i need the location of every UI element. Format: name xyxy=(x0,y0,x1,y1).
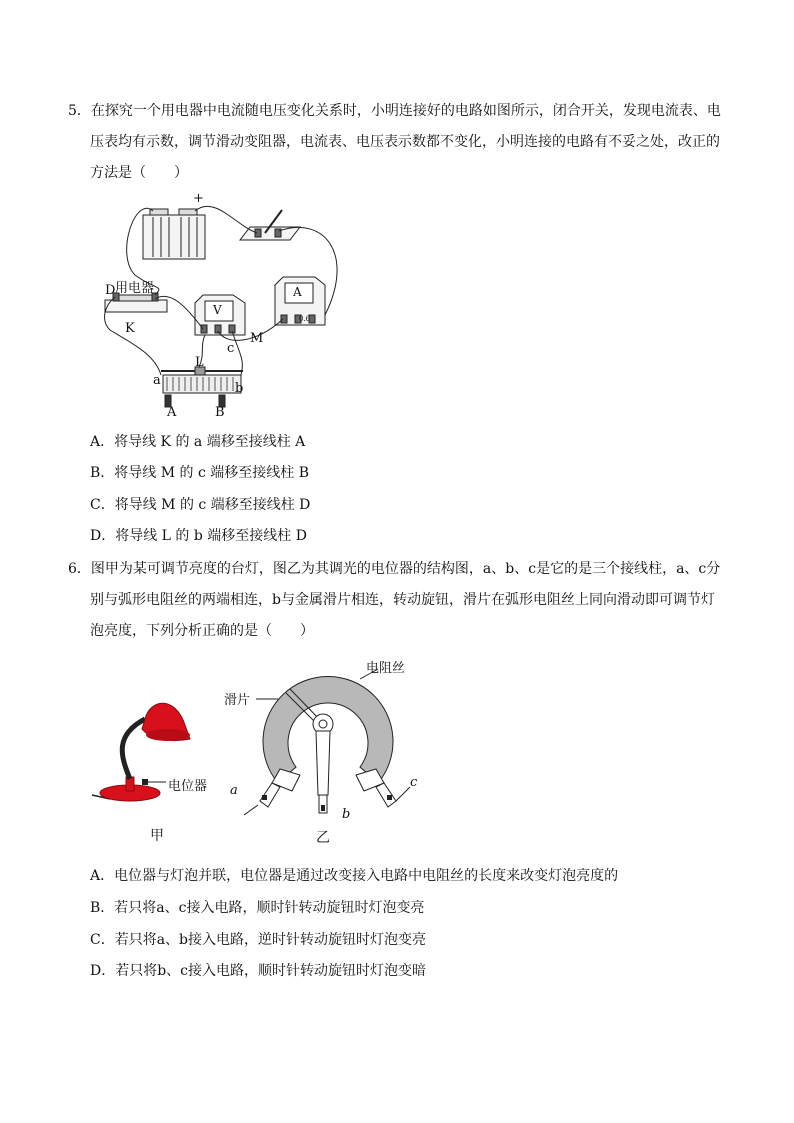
label-plus: + xyxy=(193,191,204,206)
q5-option-c: C．将导线 M 的 c 端移至接线柱 D xyxy=(90,497,311,513)
label-jia: 甲 xyxy=(150,828,164,844)
label-terminal-a: a xyxy=(230,783,238,798)
label-ammeter-A: A xyxy=(293,285,302,299)
label-slider: 滑片 xyxy=(224,693,251,708)
label-K: K xyxy=(125,321,135,336)
desk-lamp-image xyxy=(90,695,230,810)
potentiometer-diagram xyxy=(220,655,420,825)
q6-option-a: A．电位器与灯泡并联，电位器是通过改变接入电路中电阻丝的长度来改变灯泡亮度的 xyxy=(90,868,619,884)
q6-option-c: C．若只将a、b接入电路，逆时针转动旋钮时灯泡变亮 xyxy=(90,932,427,948)
question-6-number: 6． xyxy=(68,561,91,577)
q5-option-b: B．将导线 M 的 c 端移至接线柱 B xyxy=(90,465,310,481)
label-M: M xyxy=(250,331,264,346)
question-5-line1: 5．在探究一个用电器中电流随电压变化关系时，小明连接好的电路如图所示，闭合开关，发现电流表、电 xyxy=(68,103,721,119)
question-6-line1: 6．图甲为某可调节亮度的台灯，图乙为其调光的电位器的结构图，a、b、c是它的是三个接线柱，a、c分 xyxy=(68,561,721,577)
label-D: D xyxy=(105,283,116,298)
label-terminal-c: c xyxy=(410,775,418,790)
circuit-diagram xyxy=(95,195,365,425)
label-yi: 乙 xyxy=(316,830,330,846)
label-device: 用电器 xyxy=(115,281,155,296)
label-L: L xyxy=(195,355,204,370)
question-6-line3: 泡亮度，下列分析正确的是（ ） xyxy=(90,623,314,639)
label-voltmeter-V: V xyxy=(213,303,222,317)
question-6-line2: 别与弧形电阻丝的两端相连，b与金属滑片相连，转动旋钮，滑片在弧形电阻丝上同向滑动即可调节灯 xyxy=(90,592,715,608)
label-a: a xyxy=(153,373,161,388)
label-b: b xyxy=(235,381,244,396)
label-potentiometer: 电位器 xyxy=(168,779,208,794)
label-A: A xyxy=(167,405,177,420)
question-5-line3: 方法是（ ） xyxy=(90,165,188,181)
label-B: B xyxy=(215,405,225,420)
potentiometer-figure xyxy=(220,655,420,850)
label-c: c xyxy=(227,341,235,356)
circuit-figure xyxy=(95,191,365,425)
q6-option-b: B．若只将a、c接入电路，顺时针转动旋钮时灯泡变亮 xyxy=(90,900,425,916)
q5-option-a: A．将导线 K 的 a 端移至接线柱 A xyxy=(90,434,306,450)
label-resistance-wire: 电阻丝 xyxy=(366,661,406,676)
question-6 xyxy=(68,554,728,647)
label-terminal-b: b xyxy=(342,807,351,822)
q5-option-d: D．将导线 L 的 b 端移至接线柱 D xyxy=(90,528,307,544)
question-5 xyxy=(68,96,728,189)
label-range: 0.6 xyxy=(299,315,311,323)
lamp-figure xyxy=(90,695,230,850)
question-5-number: 5． xyxy=(68,103,91,119)
q6-option-d: D．若只将b、c接入电路，顺时针转动旋钮时灯泡变暗 xyxy=(90,963,427,979)
question-5-line2: 压表均有示数，调节滑动变阻器，电流表、电压表示数都不变化，小明连接的电路有不妥之处，改正的 xyxy=(90,134,720,150)
